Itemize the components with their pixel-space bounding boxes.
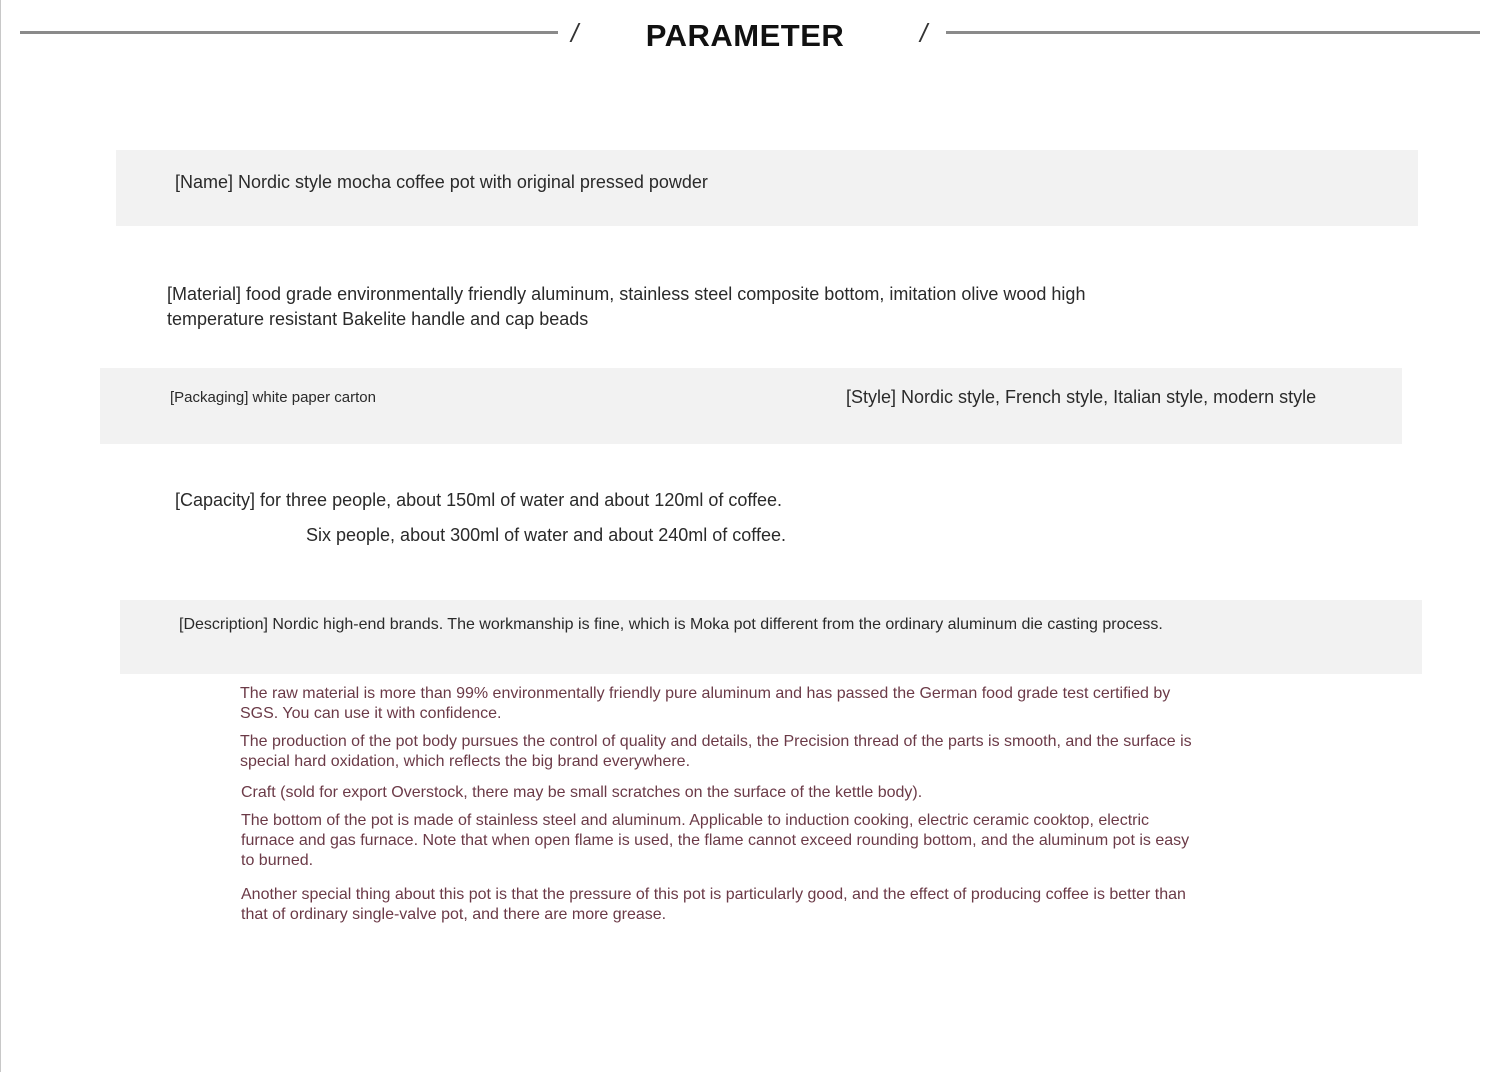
- param-style: [Style] Nordic style, French style, Italian style, modern style: [846, 387, 1317, 407]
- param-material: [Material] food grade environmentally friendly aluminum, stainless steel composite bottom, imitation olive wood high temperature resistant Bakelite handle and cap beads: [167, 284, 1086, 329]
- param-packaging: [Packaging] white paper carton: [170, 389, 376, 406]
- detail-paragraph: The bottom of the pot is made of stainless steel and aluminum. Applicable to induction cooking, electric ceramic cooktop, electric furnace and gas furnace. Note that when open flame is used, the flame cannot exceed rounding bottom, and the aluminum pot is easy to burned.: [241, 812, 1190, 869]
- param-capacity-three: [Capacity] for three people, about 150ml of water and about 120ml of coffee.: [175, 490, 783, 510]
- detail-paragraph: The production of the pot body pursues the control of quality and details, the Precision thread of the parts is smooth, and the surface is special hard oxidation, which reflects the big brand everywhere.: [240, 733, 1192, 770]
- detail-paragraph: Another special thing about this pot is that the pressure of this pot is particularly good, and the effect of producing coffee is better than that of ordinary single-valve pot, and there are more grease.: [241, 886, 1186, 923]
- detail-paragraph: Craft (sold for export Overstock, there may be small scratches on the surface of the kettle body).: [241, 784, 923, 801]
- header-rule-right: [946, 31, 1480, 34]
- detail-paragraph: The raw material is more than 99% environmentally friendly pure aluminum and has passed the German food grade test certified by SGS. You can use it with confidence.: [240, 685, 1171, 722]
- header-slash-right: /: [920, 18, 928, 48]
- description-band: [120, 600, 1422, 674]
- param-capacity-six: Six people, about 300ml of water and about 240ml of coffee.: [306, 525, 786, 545]
- page-left-border: [0, 0, 1, 1072]
- header-rule-left: [20, 31, 558, 34]
- param-name: [Name] Nordic style mocha coffee pot with original pressed powder: [175, 172, 708, 192]
- param-description: [Description] Nordic high-end brands. The workmanship is fine, which is Moka pot different from the ordinary aluminum die casting process.: [179, 616, 1163, 633]
- page-title: PARAMETER: [645, 18, 845, 53]
- header-slash-left: /: [571, 18, 579, 48]
